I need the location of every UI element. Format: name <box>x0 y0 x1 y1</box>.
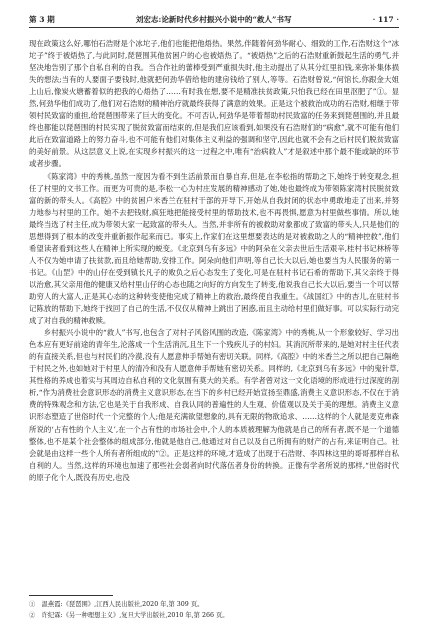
running-header <box>29 10 399 24</box>
footnote-1: ① 温燕霞:《琵琶围》,江西人民出版社,2020 年,第 309 页。 <box>29 601 204 608</box>
paragraph-3: 乡村振兴小说中的“救人”书写,也包含了对村子风俗风围的改造,《陈家湾》中的秀桃,从一个形象较好、学习出色本应有更好前途的青年生,沦落成一个生活消沉,且生下一个残疾儿子的村妇。其消沉所带来的,是她对村主任代表的有直接关系,但也与村民们的冷漠,没有人愿意伸手帮她有密切关联。同样,《高腔》中的米香兰之所以把自己隔绝于村民之外,也如她对于村里人的清冷和没有人愿意伸手帮她有密切关系。同样的,《北京到乌有多远》中的鬼针草,其性格的养成也着实与其周边自私自利的文化氛围有莫大的关系。有学者曾对这一文化语境的形成进行过深度的剖析,“作为消费社会意识形态的消费主义意识形态,在当下的乡村已经开始宣扬至鼎盛,消费主义意识形态,不仅在于消费的特殊观念和方法,它也是关于自我形成、自我认同的普遍性的人生观、价值观以及关于美的理想。消费主义意识形态塑造了世俗时代一个完整的个人;他是充满欲望想象的,具有无限的物欲追求、……这样的个人就是麦克弗森所说的‘占有性的个人主义’,在一个占有性的市场社会中,个人的本质被理解为他就是自己的所有者,既不是一个道德整体,也不是某个社会整体的组成部分,他就是他自己,他通过对自己以及自己所拥有的财产的占有,来证明自己。社会就是由这样一些个人所有者所组成的”②。正是这样的环境,才造成了出现于石浩财、李四林这里的哥哥那样自私自利的人。当然,这样的环境也加速了那些社会弱者向时代落伍者身份的转换。正像有学者所说的那样,“世俗时代的原子化个人,既没有历史,也没 <box>29 328 399 482</box>
header-rule <box>29 27 399 28</box>
article-body <box>29 38 399 484</box>
issue-label: 第 3 期 <box>29 15 55 25</box>
page-number: · 117 · <box>372 15 399 25</box>
footnote-rule <box>29 595 113 596</box>
footnotes <box>29 600 399 621</box>
paragraph-2: 《陈家湾》中的秀桃,虽然一度因为看不到生活前景而自暴自弃,但是,在李松指的帮助之下,她终于转变观念,担任了村里的文书工作。而更为可贵的是,李松一心为村庄发展的精神感动了她,她也最终成为带领陈家湾村民脱贫致富的新的带头人。《高腔》中的贫困户米香兰在驻村干部的开导下,开始从自我封闭的状态中勇敢地走了出来,并努力地参与村里的工作。她不去把钱财,疯狂地把能接受村里的帮助技术,也不再畏惧,愿意为村里做些事情。所以,她最终当选了村主任,成为带领大家一起致富的带头人。当然,并非所有的被救助对象都成了致富的带头人,只是他们的思想得到了根本的改变并重新振作起来而已。事实上,作家们在这里想要表达的是对被救助之人的“精神控救”,他们希望读者看到这些人在精神上所实现的蜕变。《北京到乌有多远》中的阿朵在父亲去世后生活艰辛,桂村书记林桥等人不仅为她申请了扶贫款,而且给她帮助,安排工作。阿朵向他们声明,等自己长大以后,她也要当为人民服务的第一书记。《山罡》中的山仔在受到镇长凡子的败负之后心态发生了变化,可是在驻村书记石希的帮助下,其父亲终于得以治愈,其父亲用他的健康又给村里山仔的心态也随之向好的方向发生了转变,他说我自己长大以后,要当一个可以帮助穷人的大富人,正是其心态的这种转变使他完成了精神上的救治,最终使自我重生。《战国红》中的杏儿,在驻村书记陈放的帮助下,她终于找回了自己的生活,不仅仅从精神上跳出了困惑,而且主动给村里们做好事。可以实际行动完成了对自我的精神救赎。 <box>29 171 399 326</box>
running-title: 刘宏志:论新时代乡村振兴小说中的“救人”书写 <box>135 15 292 25</box>
footnote-2: ② 许纪霖:《另一种理想主义》,复旦大学出版社,2010 年,第 266 页。 <box>29 611 229 619</box>
paragraph-1: 现在政策这么好,哪怕石浩财是个冰坨子,他们也能把他焐热。果然,伴随着何劲华耐心、细致的工作,石浩财这个“冰坨子”终于被焐热了,与此同时,琵琶围其他贫困户的心也被焐热了。“被焐热”之后的石浩财重新鼓起生活的勇气,并坚决地告别了那个自私自利的自我。当合作社的蕾棒受到严重损失时,他主动提出了从其分红里扣钱,来弥补集体损失的想法;当有的人要面子要钱时,他就把何劲华借给他的建房钱给了别人,等等。石浩财曾说,“何馆长,你跟金大姐上山后,像炭火塘蓄着似的把我的心焐热了……有时我在想,要不是精准扶贫政策,只怕我已经在田里沤肥了”①。显然,何劲华他们成功了,他们对石浩财的精神治疗就最终获得了满意的效果。正是这个被救治成功的石浩财,相继于带领村民致富的重担,给琵琶围带来了巨大的变化。不可否认,何劲华是带着帮助村民致富的任务来到琵琶围的,并且最终也都能以琵琶围的村民实现了脱贫致富而结束的,但是我们应该看到,如果没有石浩财们的“病愈”,就不可能有他们此后在致富道路上的努力奋斗,也不可能有他们对集体主义利益的强调和坚守,因此也就不会有之后村民们脱贫致富的美好前景。从这层意义上说,在实现乡村振兴的这一过程之中,唯有“治病救人”才是叙述中那个最不能或缺的环节或者步骤。 <box>29 39 399 169</box>
